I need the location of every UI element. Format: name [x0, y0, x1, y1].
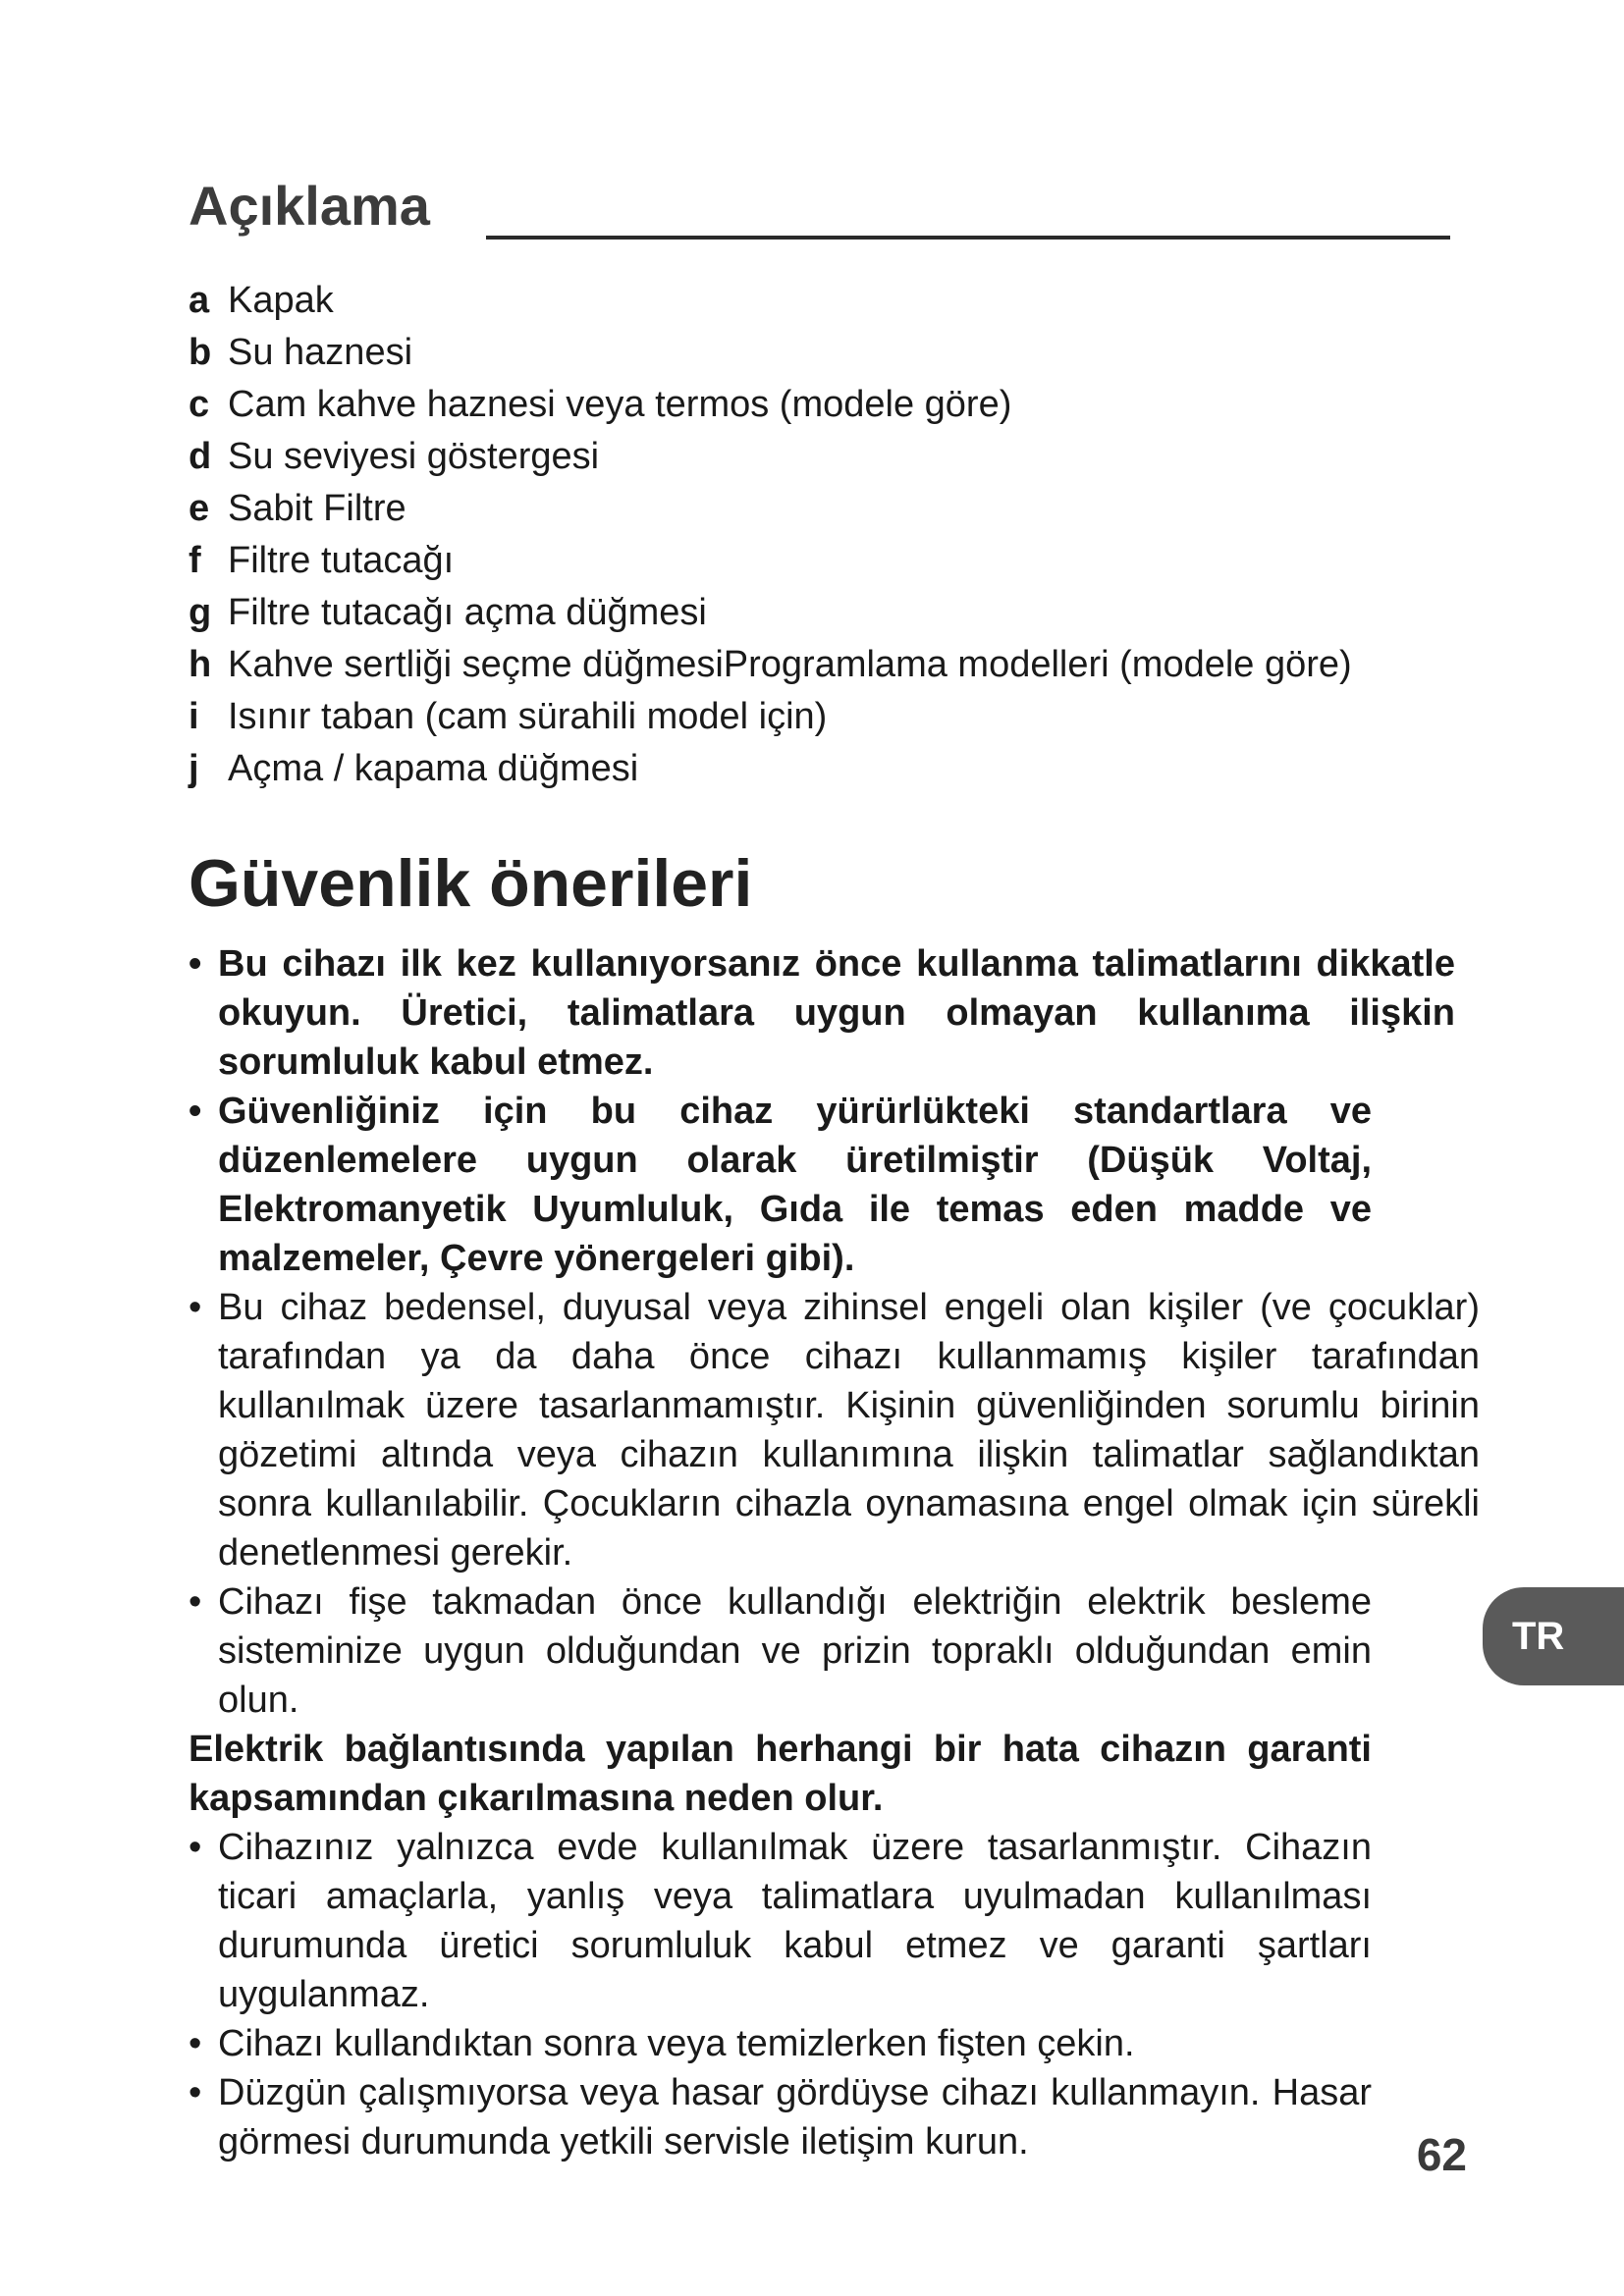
description-header	[189, 167, 1450, 245]
safety-item: • Düzgün çalışmıyorsa veya hasar gördüyse cihazı kullanmayın. Hasar görmesi durumunda yetkili servisle iletişim kurun.	[189, 2068, 1480, 2166]
page-number: 62	[1416, 2129, 1467, 2180]
safety-list	[189, 939, 1480, 2166]
safety-item: • Bu cihaz bedensel, duyusal veya zihinsel engeli olan kişiler (ve çocuklar) tarafından ya da daha önce cihazı kullanmamış kişiler tarafından kullanılmak üzere tasarlanmamıştır. Kişinin güvenliğinden sorumlu birinin gözetimi altında veya cihazın kullanımına ilişkin talimatlar sağlandıktan sonra kullanılabilir. Çocukların cihazla oynamasına engel olmak için sürekli denetlenmesi gerekir.	[189, 1283, 1480, 1577]
safety-item: • Cihazı kullandıktan sonra veya temizlerken fişten çekin.	[189, 2019, 1480, 2068]
legend-item: d Su seviyesi göstergesi	[189, 436, 600, 477]
legend-item: i Isınır taban (cam sürahili model için)	[189, 696, 828, 737]
legend-item: b Su haznesi	[189, 332, 413, 373]
safety-item: • Bu cihazı ilk kez kullanıyorsanız önce kullanma talimatlarını dikkatle okuyun. Üretici, talimatlara uygun olmayan kullanıma ilişkin sorumluluk kabul etmez.	[189, 939, 1480, 1087]
legend-item: j Açma / kapama düğmesi	[189, 748, 639, 789]
legend-item: h Kahve sertliği seçme düğmesiProgramlama modelleri (modele göre)	[189, 644, 1352, 685]
legend-item: g Filtre tutacağı açma düğmesi	[189, 592, 707, 633]
safety-item: • Güvenliğiniz için bu cihaz yürürlükteki standartlara ve düzenlemelere uygun olarak üretilmiştir (Düşük Voltaj, Elektromanyetik Uyumluluk, Gıda ile temas eden madde ve malzemeler, Çevre yönergeleri gibi).	[189, 1087, 1480, 1283]
title-rule	[486, 236, 1450, 240]
legend-item: c Cam kahve haznesi veya termos (modele göre)	[189, 384, 1012, 425]
legend-item: f Filtre tutacağı	[189, 540, 455, 581]
safety-title: Güvenlik önerileri	[189, 846, 753, 921]
safety-item: • Cihazı fişe takmadan önce kullandığı elektriğin elektrik besleme sisteminize uygun olduğundan ve prizin topraklı olduğundan emin olun.	[189, 1577, 1480, 1725]
safety-item: • Cihazınız yalnızca evde kullanılmak üzere tasarlanmıştır. Cihazın ticari amaçlarla, yanlış veya talimatlara uyulmadan kullanılması durumunda üretici sorumluluk kabul etmez ve garanti şartları uygulanmaz.	[189, 1823, 1480, 2019]
language-tab: TR	[1483, 1587, 1624, 1685]
legend-item: e Sabit Filtre	[189, 488, 406, 529]
legend-item: a Kapak	[189, 280, 334, 321]
description-title: Açıklama	[189, 175, 430, 237]
parts-legend	[189, 275, 1465, 795]
safety-warning: Elektrik bağlantısında yapılan herhangi bir hata cihazın garanti kapsamından çıkarılmasına neden olur.	[189, 1729, 1372, 1819]
